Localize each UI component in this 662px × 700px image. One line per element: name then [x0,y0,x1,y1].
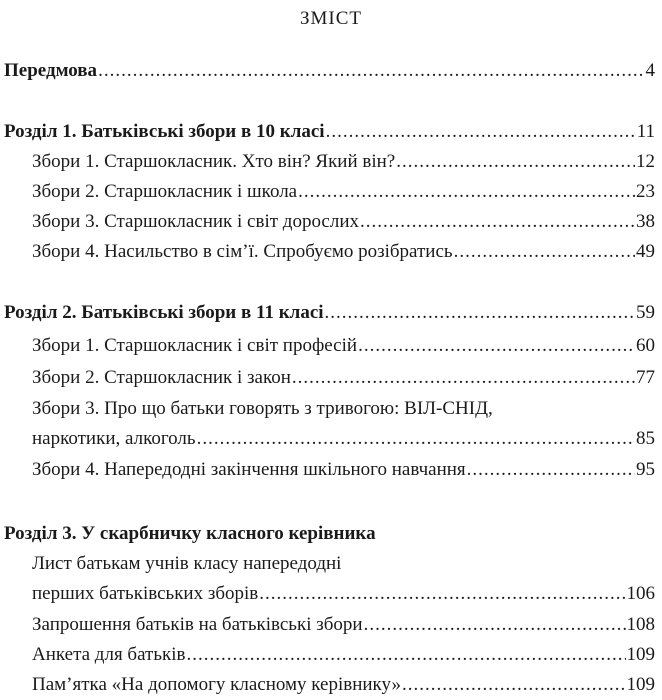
toc-entry[interactable] [32,643,655,667]
toc-section-heading: Розділ 1. Батьківські збори в 10 класі [4,121,325,142]
toc-page-number: 108 [626,614,655,635]
toc-page-number: 49 [636,241,655,262]
leader-dots [360,210,635,234]
leader-dots [187,643,626,667]
toc-entry-text: Пам’ятка «На допомогу класному керівнику» [32,674,401,695]
toc-entry-text: Збори 4. Напередодні закінчення шкільного навчання [32,459,466,480]
toc-page-number: 38 [636,211,655,232]
toc-entry[interactable] [32,210,655,234]
toc-page-number: 23 [636,181,655,202]
toc-section-1[interactable] [4,120,655,144]
toc-entry-text-line[interactable]: Збори 3. Про що батьки говорять з тривогою: ВІЛ-СНІД, [32,398,493,419]
toc-page-number: 11 [636,121,655,142]
toc-page-number: 60 [636,335,655,356]
toc-section-heading: Розділ 2. Батьківські збори в 11 класі [4,302,324,323]
toc-entry-text: Збори 2. Старшокласник і школа [32,181,298,202]
toc-page-number: 59 [636,302,655,323]
toc-entry-text: перших батьківських зборів [32,583,259,604]
leader-dots [292,366,635,390]
toc-entry[interactable] [32,366,655,390]
toc-entry-text: Збори 2. Старшокласник і закон [32,367,291,388]
toc-page-number: 77 [636,367,655,388]
toc-entry[interactable] [32,613,655,637]
toc-page-number: 12 [636,151,655,172]
leader-dots [326,120,636,144]
toc-entry[interactable] [32,673,655,697]
toc-page-number: 109 [626,674,655,695]
leader-dots [396,150,635,174]
leader-dots [402,673,626,697]
toc-entry-preface[interactable] [4,59,655,83]
toc-page-number: 4 [645,60,655,81]
leader-dots [98,59,644,83]
leader-dots [358,334,635,358]
toc-entry-text: Запрошення батьків на батьківські збори [32,614,363,635]
toc-entry[interactable] [32,582,655,606]
toc-entry-text: Передмова [4,60,98,81]
leader-dots [259,582,625,606]
toc-entry[interactable] [32,180,655,204]
toc-entry[interactable] [32,458,655,482]
toc-title: ЗМІСТ [299,8,363,29]
leader-dots [364,613,626,637]
toc-entry[interactable] [32,427,655,451]
toc-entry[interactable] [32,240,655,264]
leader-dots [454,240,635,264]
toc-entry-text: Анкета для батьків [32,644,186,665]
toc-entry-text: наркотики, алкоголь [32,428,196,449]
leader-dots [298,180,635,204]
toc-entry-text: Збори 3. Старшокласник і світ дорослих [32,211,360,232]
toc-entry-text-line[interactable]: Лист батькам учнів класу напередодні [32,553,342,574]
toc-page-number: 106 [626,583,655,604]
toc-entry-text: Збори 4. Насильство в сім’ї. Спробуємо розібратись [32,241,453,262]
toc-entry-text: Збори 1. Старшокласник і світ професій [32,335,358,356]
toc-page-number: 85 [636,428,655,449]
toc-entry[interactable] [32,334,655,358]
leader-dots [325,301,635,325]
leader-dots [197,427,635,451]
leader-dots [467,458,635,482]
toc-entry[interactable] [32,150,655,174]
toc-section-3-heading[interactable]: Розділ 3. У скарбничку класного керівника [4,523,376,544]
toc-page-number: 95 [636,459,655,480]
toc-section-2[interactable] [4,301,655,325]
toc-entry-text: Збори 1. Старшокласник. Хто він? Який він? [32,151,396,172]
toc-page-number: 109 [626,644,655,665]
